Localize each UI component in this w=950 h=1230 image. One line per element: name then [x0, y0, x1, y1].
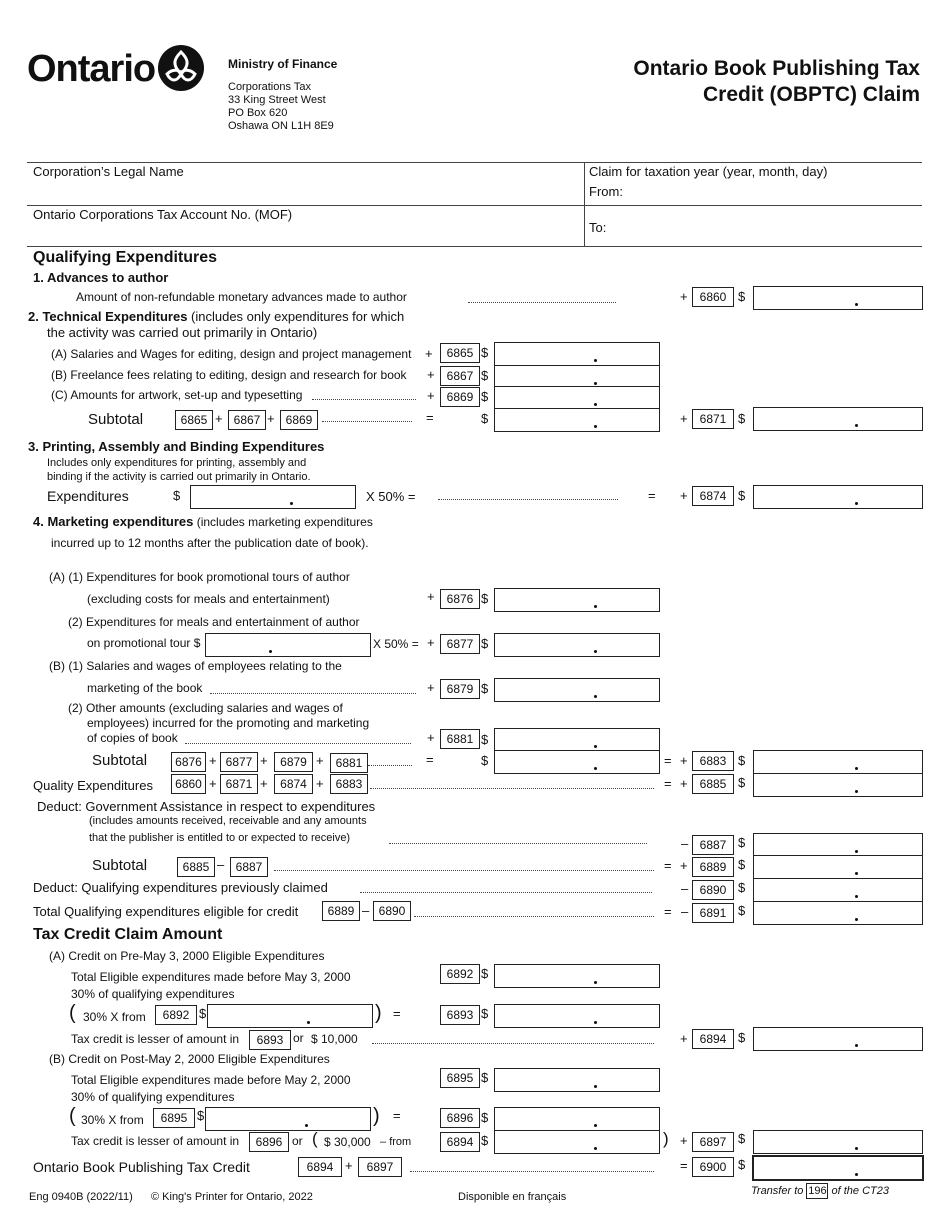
- input-6865[interactable]: [494, 342, 660, 366]
- code-6894: 6894: [440, 1132, 480, 1152]
- form-number: Eng 0940B (2022/11): [29, 1191, 133, 1203]
- credit-b-title: (B) Credit on Post-May 2, 2000 Eligible Expenditures: [49, 1052, 330, 1066]
- x50-label: X 50% =: [373, 637, 419, 651]
- input-6900[interactable]: [752, 1155, 924, 1181]
- line-2a-label: (A) Salaries and Wages for editing, design and project management: [51, 347, 412, 361]
- code-6897: 6897: [358, 1157, 402, 1177]
- input-meals[interactable]: [205, 633, 371, 657]
- code-6881: 6881: [330, 753, 368, 773]
- code-6894: 6894: [692, 1029, 734, 1049]
- section-title: 4. Marketing expenditures (includes marketing expenditures: [33, 514, 373, 529]
- input-6871[interactable]: [753, 407, 923, 431]
- transfer-note: Transfer to 196 of the CT23: [751, 1184, 889, 1197]
- code-6867: 6867: [228, 410, 266, 430]
- code-6867: 6867: [440, 366, 480, 386]
- input-6879[interactable]: [494, 678, 660, 702]
- input-6860[interactable]: [753, 286, 923, 310]
- address-line: Corporations Tax: [228, 81, 311, 93]
- code-6869: 6869: [280, 410, 318, 430]
- code-6883: 6883: [692, 751, 734, 771]
- form-title: Credit (OBPTC) Claim: [702, 83, 920, 106]
- line-4b2-label: of copies of book: [87, 731, 178, 745]
- from-label: – from: [380, 1136, 412, 1148]
- legal-name-label[interactable]: Corporation’s Legal Name: [33, 164, 184, 179]
- french-link[interactable]: Disponible en français: [458, 1191, 567, 1203]
- lesser-label: Tax credit is lesser of amount in: [71, 1032, 240, 1046]
- code-6895: 6895: [153, 1108, 195, 1128]
- input-6894[interactable]: [753, 1027, 923, 1051]
- or-label: or: [292, 1134, 303, 1148]
- section-note: binding if the activity is carried out primarily in Ontario.: [47, 471, 311, 483]
- input-6889[interactable]: [753, 855, 923, 879]
- form-title: Ontario Book Publishing Tax: [633, 57, 920, 80]
- deduct-note: that the publisher is entitled to or expected to receive): [89, 832, 351, 844]
- expenditures-label: Expenditures: [47, 488, 129, 504]
- input-6897[interactable]: [753, 1130, 923, 1154]
- code-6877: 6877: [440, 634, 480, 654]
- input-6885[interactable]: [753, 773, 923, 797]
- section-note: Includes only expenditures for printing, assembly and: [47, 457, 307, 469]
- copyright: © King's Printer for Ontario, 2022: [151, 1191, 313, 1203]
- or-label: or: [293, 1031, 304, 1045]
- code-6877: 6877: [220, 752, 258, 772]
- code-6894: 6894: [298, 1157, 342, 1177]
- code-196: 196: [808, 1185, 827, 1197]
- subtotal-label: Subtotal: [92, 752, 148, 769]
- x30-label: 30% X from: [83, 1010, 146, 1024]
- cap-a: $ 10,000: [311, 1032, 358, 1046]
- code-6893: 6893: [249, 1030, 291, 1050]
- input-6894-from[interactable]: [494, 1130, 660, 1154]
- code-6860: 6860: [692, 287, 734, 307]
- credit-b-label: 30% of qualifying expenditures: [71, 1090, 235, 1104]
- x30-label: 30% X from: [81, 1113, 144, 1127]
- code-6881: 6881: [440, 729, 480, 749]
- to-date-field[interactable]: To:: [589, 220, 607, 235]
- code-6871: 6871: [692, 409, 734, 429]
- code-6879: 6879: [274, 752, 313, 772]
- input-printing[interactable]: [190, 485, 356, 509]
- credit-a-label: 30% of qualifying expenditures: [71, 987, 235, 1001]
- section-subtitle: the activity was carried out primarily in Ontario): [47, 325, 318, 340]
- input-6887[interactable]: [753, 833, 923, 857]
- address-line: Oshawa ON L1H 8E9: [228, 120, 334, 132]
- code-6885: 6885: [177, 857, 215, 877]
- address-line: PO Box 620: [228, 107, 288, 119]
- advance-label: Amount of non-refundable monetary advances made to author: [76, 290, 407, 304]
- input-subtotal-4[interactable]: [494, 750, 660, 774]
- section-heading: Tax Credit Claim Amount: [33, 926, 223, 943]
- input-6893[interactable]: [494, 1004, 660, 1028]
- deduct-previous-label: Deduct: Qualifying expenditures previously claimed: [33, 880, 328, 895]
- input-6896[interactable]: [494, 1107, 660, 1131]
- code-6900: 6900: [692, 1157, 734, 1177]
- input-6877[interactable]: [494, 633, 660, 657]
- cap-b: $ 30,000: [324, 1135, 371, 1149]
- code-6876: 6876: [171, 752, 206, 772]
- input-6890[interactable]: [753, 878, 923, 902]
- deduct-note: (includes amounts received, receivable and any amounts: [89, 815, 367, 827]
- code-6876: 6876: [440, 589, 480, 609]
- input-6895[interactable]: [494, 1068, 660, 1092]
- input-30pct-a[interactable]: [207, 1004, 373, 1028]
- line-4b1-label: marketing of the book: [87, 681, 203, 695]
- credit-b-label: Total Eligible expenditures made before May 2, 2000: [71, 1073, 351, 1087]
- line-4a2-label: (2) Expenditures for meals and entertainment of author: [68, 615, 360, 629]
- input-6883[interactable]: [753, 750, 923, 774]
- input-6891[interactable]: [753, 901, 923, 925]
- code-6865: 6865: [440, 343, 480, 363]
- line-4b2-label: (2) Other amounts (excluding salaries and wages of: [68, 701, 343, 715]
- code-6865: 6865: [175, 410, 213, 430]
- input-6869[interactable]: [494, 386, 660, 410]
- section-subtitle: incurred up to 12 months after the publication date of book).: [51, 536, 369, 550]
- final-credit-label: Ontario Book Publishing Tax Credit: [33, 1159, 250, 1175]
- quality-label: Quality Expenditures: [33, 778, 153, 793]
- account-number-label[interactable]: Ontario Corporations Tax Account No. (MOF): [33, 207, 293, 222]
- section-title: 1. Advances to author: [33, 270, 169, 285]
- deduct-assistance-label: Deduct: Government Assistance in respect to expenditures: [37, 799, 376, 814]
- code-6891: 6891: [692, 903, 734, 923]
- address-line: 33 King Street West: [228, 94, 326, 106]
- code-6874: 6874: [692, 486, 734, 506]
- code-6869: 6869: [440, 387, 480, 407]
- line-4b1-label: (B) (1) Salaries and wages of employees relating to the: [49, 659, 342, 673]
- input-subtotal-2[interactable]: [494, 408, 660, 432]
- subtotal-label: Subtotal: [92, 857, 148, 874]
- code-6896: 6896: [249, 1132, 289, 1152]
- from-date-field[interactable]: From:: [589, 184, 623, 199]
- input-6876[interactable]: [494, 588, 660, 612]
- line-2b-label: (B) Freelance fees relating to editing, design and research for book: [51, 368, 407, 382]
- code-6860: 6860: [171, 774, 206, 794]
- line-4a2-label: on promotional tour $: [87, 636, 201, 650]
- code-6897: 6897: [692, 1132, 734, 1152]
- code-6892: 6892: [440, 964, 480, 984]
- code-6885: 6885: [692, 774, 734, 794]
- code-6889: 6889: [322, 901, 360, 921]
- section-title: 2. Technical Expenditures (includes only expenditures for which: [28, 309, 405, 324]
- total-qualifying-label: Total Qualifying expenditures eligible for credit: [33, 904, 299, 919]
- code-6889: 6889: [692, 857, 734, 877]
- input-6892[interactable]: [494, 964, 660, 988]
- lesser-label: Tax credit is lesser of amount in: [71, 1134, 240, 1148]
- line-4a1-label: (excluding costs for meals and entertainment): [87, 592, 330, 606]
- input-6881[interactable]: [494, 728, 660, 752]
- line-2c-label: (C) Amounts for artwork, set-up and typesetting: [51, 388, 303, 402]
- code-6883: 6883: [330, 774, 368, 794]
- input-30pct-b[interactable]: [205, 1107, 371, 1131]
- code-6896: 6896: [440, 1108, 480, 1128]
- code-6879: 6879: [440, 679, 480, 699]
- ontario-logo-text: Ontario: [27, 48, 156, 90]
- x50-label: X 50% =: [366, 489, 416, 504]
- claim-year-label: Claim for taxation year (year, month, day): [589, 164, 828, 179]
- section-title: 3. Printing, Assembly and Binding Expenditures: [28, 439, 325, 454]
- code-6871: 6871: [220, 774, 258, 794]
- code-6892: 6892: [155, 1005, 197, 1025]
- code-6890: 6890: [692, 880, 734, 900]
- code-6895: 6895: [440, 1068, 480, 1088]
- code-6890: 6890: [373, 901, 411, 921]
- code-6874: 6874: [274, 774, 313, 794]
- subtotal-label: Subtotal: [88, 411, 144, 428]
- code-6893: 6893: [440, 1005, 480, 1025]
- trillium-icon: [157, 44, 205, 92]
- ministry-name: Ministry of Finance: [228, 57, 338, 71]
- credit-a-title: (A) Credit on Pre-May 3, 2000 Eligible Expenditures: [49, 949, 325, 963]
- line-4b2-label: employees) incurred for the promoting and marketing: [87, 716, 370, 730]
- line-4a1-label: (A) (1) Expenditures for book promotional tours of author: [49, 570, 350, 584]
- section-heading: Qualifying Expenditures: [33, 249, 218, 266]
- credit-a-label: Total Eligible expenditures made before May 3, 2000: [71, 970, 351, 984]
- input-6874[interactable]: [753, 485, 923, 509]
- code-6887: 6887: [692, 835, 734, 855]
- code-6887: 6887: [230, 857, 268, 877]
